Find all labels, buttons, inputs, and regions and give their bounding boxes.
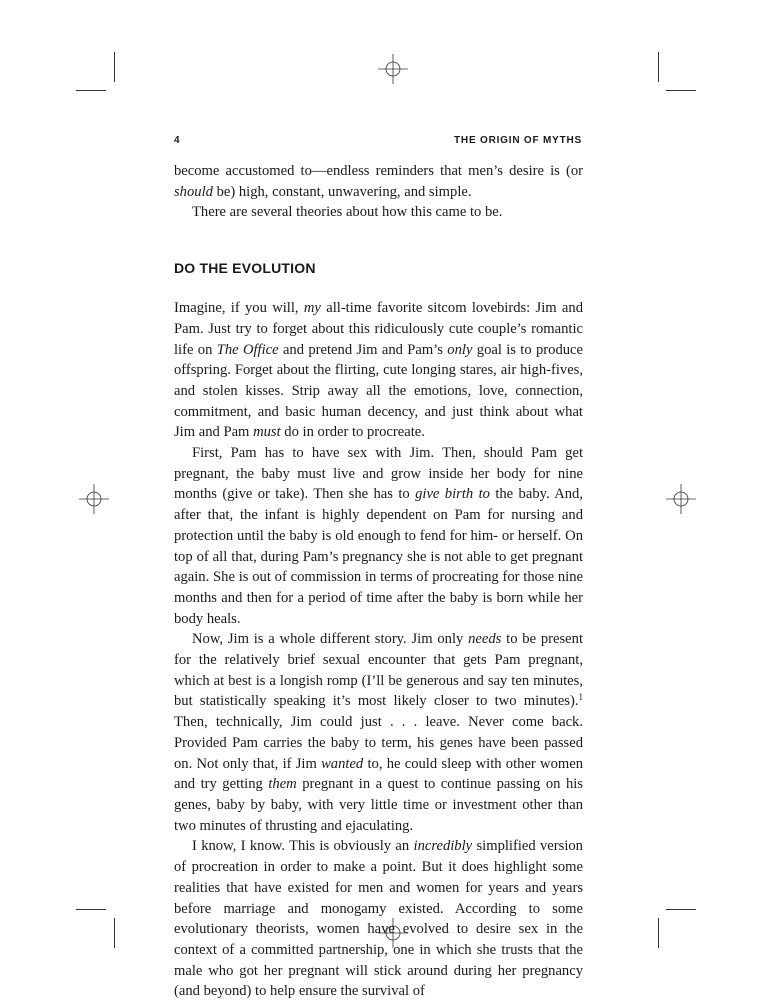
italic-run: must bbox=[253, 424, 281, 441]
registration-mark-left-icon bbox=[79, 484, 109, 514]
text-run: all-time favorite sitcom lovebirds: Jim and Pam. Just try to forget about this ridiculously cute couple’s romantic life on bbox=[174, 300, 584, 358]
italic-run: needs bbox=[468, 631, 502, 648]
text-run: There are several theories about how this came to be. bbox=[192, 204, 503, 221]
italic-run: The Office bbox=[216, 341, 279, 358]
text-run: and pretend Jim and Pam’s bbox=[278, 341, 448, 358]
crop-mark-top-left-horizontal bbox=[76, 90, 106, 91]
section-heading: DO THE EVOLUTION bbox=[174, 260, 316, 277]
registration-mark-top-icon bbox=[370, 54, 416, 84]
crop-mark-top-left-vertical bbox=[114, 52, 115, 82]
text-run: the baby. And, after that, the infant is highly dependent on Pam for nursing and protection until the baby is old enough to fend for him- or herself. On top of all that, during Pam’s pregnancy she is not able to get pregnant again. She is out of commission in terms of procreating for those nine months and then for a period of time after the baby is born while her body heals. bbox=[174, 486, 583, 627]
italic-run: my bbox=[303, 300, 321, 317]
running-title: THE ORIGIN OF MYTHS bbox=[454, 135, 582, 146]
crop-mark-top-right-vertical bbox=[658, 52, 659, 82]
text-run: Then, technically, Jim could just . . . leave. Never come back. Provided Pam carries the baby to term, his genes have been passed on. Not only that, if Jim bbox=[174, 714, 583, 772]
text-run: do in order to procreate. bbox=[280, 424, 425, 441]
text-run: Imagine, if you will, bbox=[174, 300, 304, 317]
crop-mark-bottom-right-horizontal bbox=[666, 909, 696, 910]
text-run: become accustomed to—endless reminders that men’s desire is (or bbox=[174, 163, 583, 179]
text-run: First, Pam has to have sex with Jim. Then, should Pam get pregnant, the baby must live and grow inside her body for nine months (give or take). Then she has to bbox=[174, 445, 583, 503]
body-text bbox=[174, 161, 583, 1002]
text-run: to be present for the relatively brief sexual encounter that gets Pam pregnant, which at best is a longish romp (I’ll be generous and say ten minutes, but statistically speaking it’s most likely closer to two minutes). bbox=[174, 631, 584, 710]
italic-run: give birth to bbox=[415, 486, 490, 503]
page-number: 4 bbox=[174, 135, 181, 146]
crop-mark-bottom-right-vertical bbox=[658, 918, 659, 948]
paragraph-section-4 bbox=[174, 836, 583, 1002]
text-run: simplified version of procreation in order to make a point. But it does highlight some realities that have existed for men and women for years and years before marriage and monogamy existed. According to some evolutionary theorists, women have evolved to desire sex in the context of a committed partnership, one in which she trusts that the male who got her pregnant will stick around during her pregnancy (and beyond) to help ensure the survival of bbox=[174, 838, 583, 1000]
paragraph-section-3 bbox=[174, 629, 583, 836]
crop-mark-top-right-horizontal bbox=[666, 90, 696, 91]
italic-run: them bbox=[268, 776, 297, 793]
text-run: I know, I know. This is obviously an bbox=[192, 838, 414, 855]
running-header bbox=[174, 135, 582, 151]
paragraph-section-1 bbox=[174, 298, 583, 443]
italic-run: should bbox=[174, 183, 213, 200]
text-run: to, he could sleep with other women and try getting bbox=[174, 755, 583, 793]
italic-run: only bbox=[447, 341, 473, 358]
italic-run: wanted bbox=[321, 755, 364, 772]
italic-run: incredibly bbox=[413, 838, 473, 855]
text-run: be) high, constant, unwavering, and simple. bbox=[212, 183, 472, 200]
text-run: goal is to produce offspring. Forget about the flirting, cute longing stares, air high-fives, and stolen kisses. Strip away all the emotions, love, connection, commitment, and basic human decency, and just think about what Jim and Pam bbox=[174, 341, 583, 441]
crop-mark-bottom-left-vertical bbox=[114, 918, 115, 948]
text-run: Now, Jim is a whole different story. Jim only bbox=[192, 631, 469, 648]
paragraph-intro-2 bbox=[174, 202, 583, 223]
registration-mark-right-icon bbox=[666, 484, 696, 514]
paragraph-section-2 bbox=[174, 443, 583, 629]
footnote-marker: 1 bbox=[578, 692, 583, 703]
crop-mark-bottom-left-horizontal bbox=[76, 909, 106, 910]
paragraph-intro-1 bbox=[174, 161, 583, 202]
text-run: pregnant in a quest to continue passing on his genes, baby by baby, with very little time or investment other than two minutes of thrusting and ejaculating. bbox=[174, 776, 583, 834]
